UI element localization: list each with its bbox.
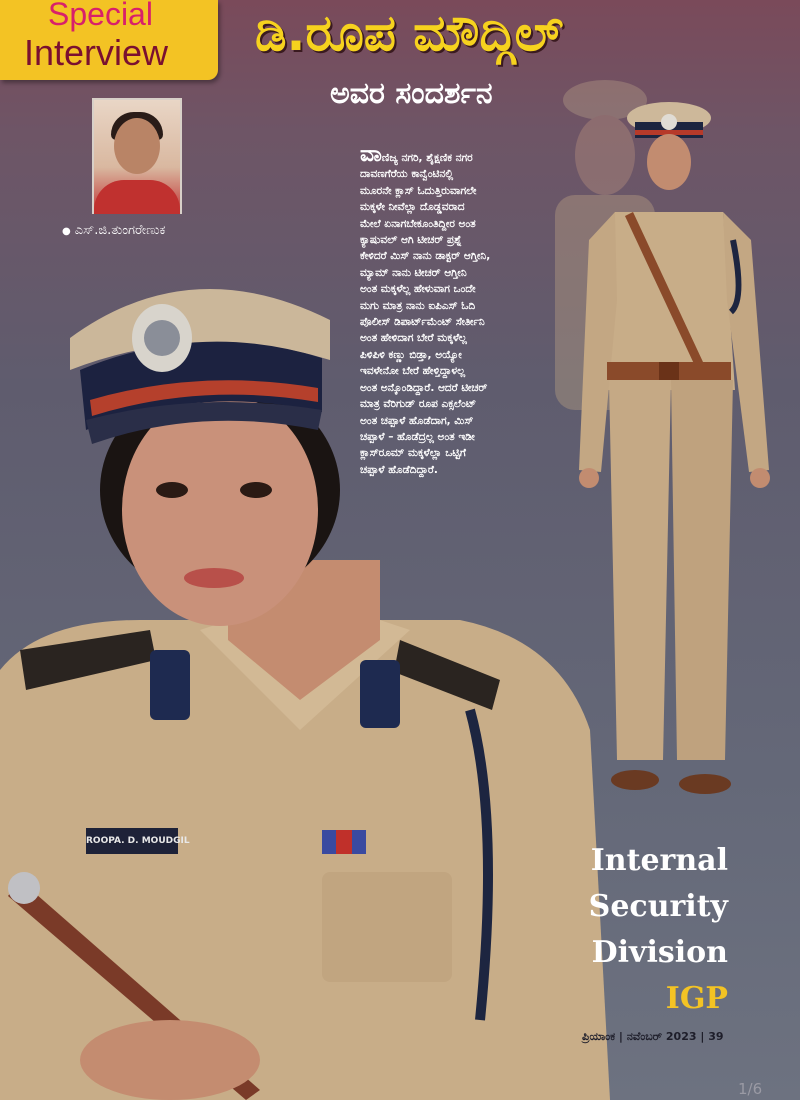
article-line: ಕ್ಯಾಷುವಲ್ ಆಗಿ ಟೀಚರ್ ಪ್ರಶ್ನೆ	[360, 234, 462, 247]
seated-officer-image	[0, 260, 620, 1100]
page-footer	[582, 1030, 724, 1044]
caption-line3: Division	[591, 935, 728, 970]
magazine-name: ಪ್ರಿಯಾಂಕ	[582, 1030, 616, 1043]
article-dropcap: ವಾ	[360, 142, 382, 167]
footer-divider: |	[618, 1030, 627, 1043]
article-line: ಅಂತ ಚಪ್ಪಾಳೆ ಹೊಡೆದಾಗ, ಮಿಸ್	[360, 414, 474, 427]
caption-line2: Security	[588, 889, 728, 924]
article-line: ಅಂತ ಅನ್ಕೊಂಡಿದ್ದಾರೆ. ಆದರೆ ಟೀಚರ್	[360, 381, 488, 394]
gallery-pager: 1/6	[738, 1080, 763, 1098]
designation-caption	[589, 838, 728, 1022]
article-line: ಮೂರನೇ ಕ್ಲಾಸ್ ಓದುತ್ತಿರುವಾಗಲೇ	[360, 184, 477, 197]
headline: ಡಿ.ರೂಪ ಮೌದ್ಗಿಲ್	[255, 4, 564, 62]
article-line: ಚಪ್ಪಾಳೆ – ಹೊಡೆದ್ರಲ್ಲ ಅಂತ ಇಡೀ	[360, 430, 475, 443]
article-line-text: ಣಿಜ್ಯ ನಗರಿ, ಶೈಕ್ಷಣಿಕ ನಗರ	[381, 152, 473, 164]
subheadline: ಅವರ ಸಂದರ್ಶನ	[330, 76, 493, 111]
author-photo	[92, 98, 182, 214]
article-line: ಕ್ಲಾಸ್‌ರೂಮ್ ಮಕ್ಕಳೆಲ್ಲಾ ಒಟ್ಟಿಗೆ	[360, 447, 466, 460]
article-line: ಮ್ಯಾಮ್ ನಾನು ಟೀಚರ್ ಆಗ್ತೀನಿ	[360, 266, 467, 279]
article-line: ಚಪ್ಪಾಳೆ ಹೊಡೆದಿದ್ದಾರೆ.	[360, 463, 438, 476]
footer-divider: |	[700, 1030, 709, 1043]
article-line: ಪೊಲೀಸ್ ಡಿಪಾರ್ಟ್‌ಮೆಂಟ್ ಸೇರ್ತೀನಿ	[360, 316, 485, 329]
article-line-0	[360, 142, 560, 167]
article-line: ಮೇಲೆ ಏನಾಗಬೇಕೂಂತಿದ್ದೀರ ಅಂತ	[360, 217, 476, 230]
article-line: ಮಗು ಮಾತ್ರ ನಾನು ಐಪಿಎಸ್ ಓದಿ	[360, 299, 476, 312]
article-line: ಅಂತ ಹೇಳಿದಾಗ ಬೇರೆ ಮಕ್ಕಳೆಲ್ಲ	[360, 332, 467, 345]
special-interview-badge	[0, 0, 218, 80]
author-byline	[62, 222, 165, 241]
author-saree	[94, 180, 180, 214]
article-line: ಮಕ್ಕಳೇ ನೀವೆಲ್ಲಾ ದೊಡ್ಡವರಾದ	[360, 201, 465, 214]
name-plate: ROOPA. D. MOUDGIL	[86, 836, 190, 846]
issue-date: ನವೆಂಬರ್ 2023	[626, 1030, 697, 1043]
author-face	[114, 118, 160, 174]
caption-line1: Internal	[590, 843, 728, 878]
bullet-icon: ●	[62, 226, 71, 237]
article-line: ಕೇಳಿದರೆ ಮಿಸ್ ನಾನು ಡಾಕ್ಟರ್ ಆಗ್ತೀನಿ,	[360, 250, 491, 263]
author-name: ಎಸ್.ಜಿ.ತುಂಗರೇಣುಕ	[74, 223, 166, 238]
badge-line1: Special	[48, 0, 153, 32]
badge-line2: Interview	[24, 32, 169, 73]
article-line: ಇವಳೇನೋ ಬೇರೆ ಹೇಳ್ತಿದ್ದಾಳಲ್ಲ	[360, 365, 466, 378]
page-number: 39	[708, 1030, 724, 1043]
article-line: ಮಾತ್ರ ವೆರಿಗುಡ್ ರೂಪ ಎಕ್ಸಲೆಂಟ್	[360, 398, 477, 411]
article-line: ಪಿಳಿಪಿಳಿ ಕಣ್ಣು ಬಿಡ್ತಾ, ಅಯ್ಯೋ	[360, 348, 462, 361]
caption-igp: IGP	[665, 981, 728, 1016]
article-line: ಅಂತ ಮಕ್ಕಳೆಲ್ಲ ಹೇಳುವಾಗ ಒಂದೇ	[360, 283, 476, 296]
article-line: ದಾವಣಗೆರೆಯ ಕಾನ್ವೆಂಟಿನಲ್ಲಿ	[360, 168, 454, 181]
